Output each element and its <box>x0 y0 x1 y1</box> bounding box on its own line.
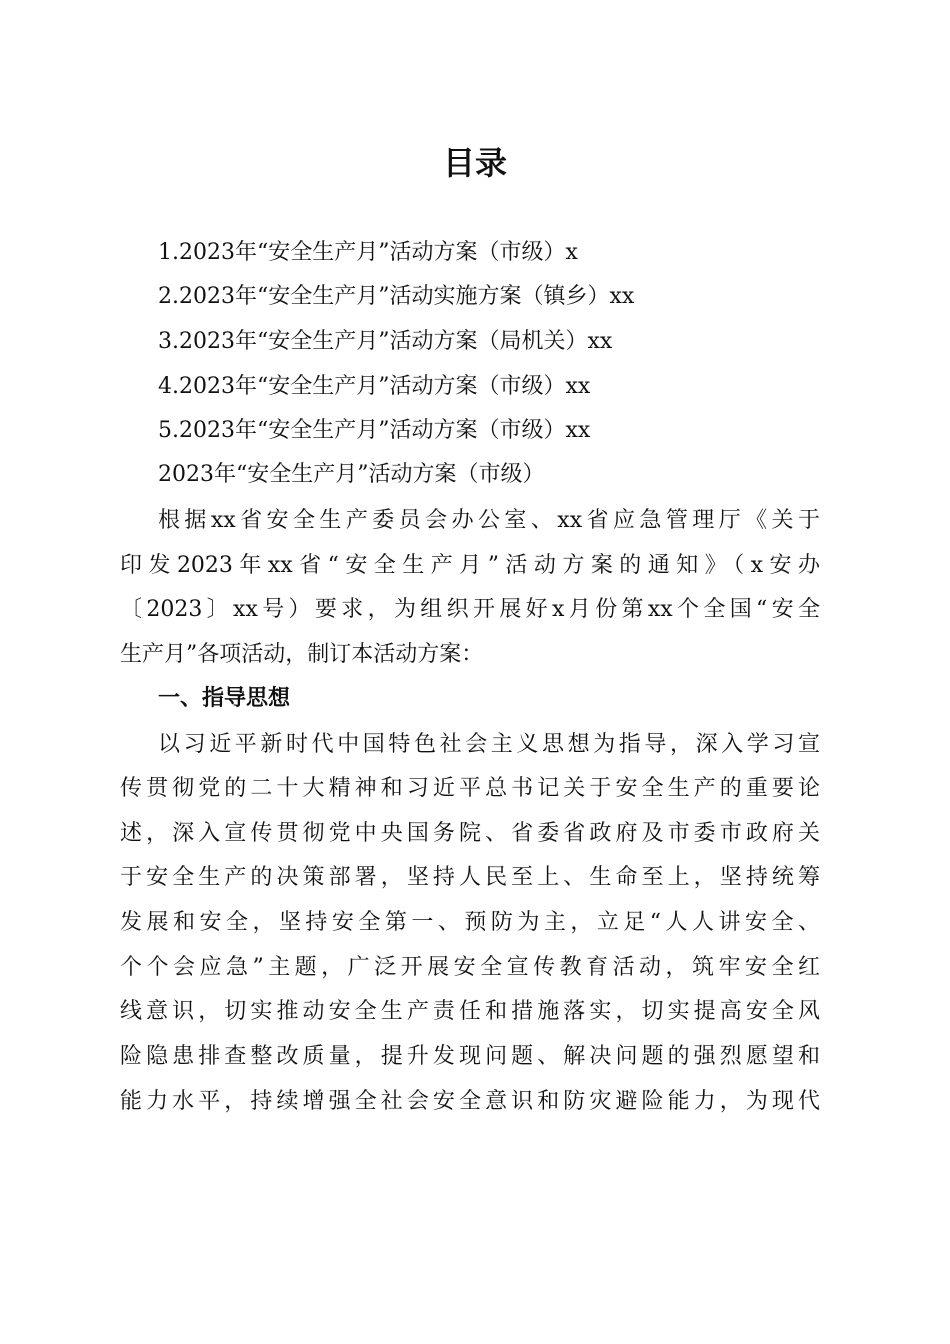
toc-item[interactable]: 2.2023年“安全生产月”活动实施方案（镇乡）xx <box>158 284 635 309</box>
text-line: 以习近平新时代中国特色社会主义思想为指导，深入学习宣 <box>158 732 820 757</box>
page-title: 目录 <box>442 144 507 182</box>
text-line: 传贯彻党的二十大精神和习近平总书记关于安全生产的重要论 <box>120 776 820 801</box>
document-title: 2023年“安全生产月”活动方案（市级） <box>158 462 545 487</box>
text-line: 述，深入宣传贯彻党中央国务院、省委省政府及市委市政府关 <box>120 821 820 846</box>
text-line: 个个会应急”主题，广泛开展安全宣传教育活动，筑牢安全红 <box>120 955 820 980</box>
text-line: 生产月”各项活动，制订本活动方案： <box>120 642 484 667</box>
text-line: 发展和安全，坚持安全第一、预防为主，立足“人人讲安全、 <box>120 910 820 935</box>
toc-item[interactable]: 3.2023年“安全生产月”活动方案（局机关）xx <box>158 329 613 354</box>
toc-item[interactable]: 1.2023年“安全生产月”活动方案（市级）x <box>158 240 578 265</box>
text-line: 险隐患排查整改质量，提升发现问题、解决问题的强烈愿望和 <box>120 1044 820 1069</box>
text-line: 线意识，切实推动安全生产责任和措施落实，切实提高安全风 <box>120 999 820 1024</box>
text-line: 于安全生产的决策部署，坚持人民至上、生命至上，坚持统筹 <box>120 865 820 890</box>
text-line: 根据xx省安全生产委员会办公室、xx省应急管理厅《关于 <box>158 508 820 533</box>
text-line: 〔2023〕xx号）要求，为组织开展好x月份第xx个全国“安全 <box>120 597 820 622</box>
toc-item[interactable]: 4.2023年“安全生产月”活动方案（市级）xx <box>158 374 591 399</box>
text-line: 能力水平，持续增强全社会安全意识和防灾避险能力，为现代 <box>120 1089 820 1114</box>
text-line: 印发2023年xx省“安全生产月”活动方案的通知》（x安办 <box>120 553 820 578</box>
toc-item[interactable]: 5.2023年“安全生产月”活动方案（市级）xx <box>158 418 591 443</box>
section-heading: 一、指导思想 <box>158 686 291 711</box>
